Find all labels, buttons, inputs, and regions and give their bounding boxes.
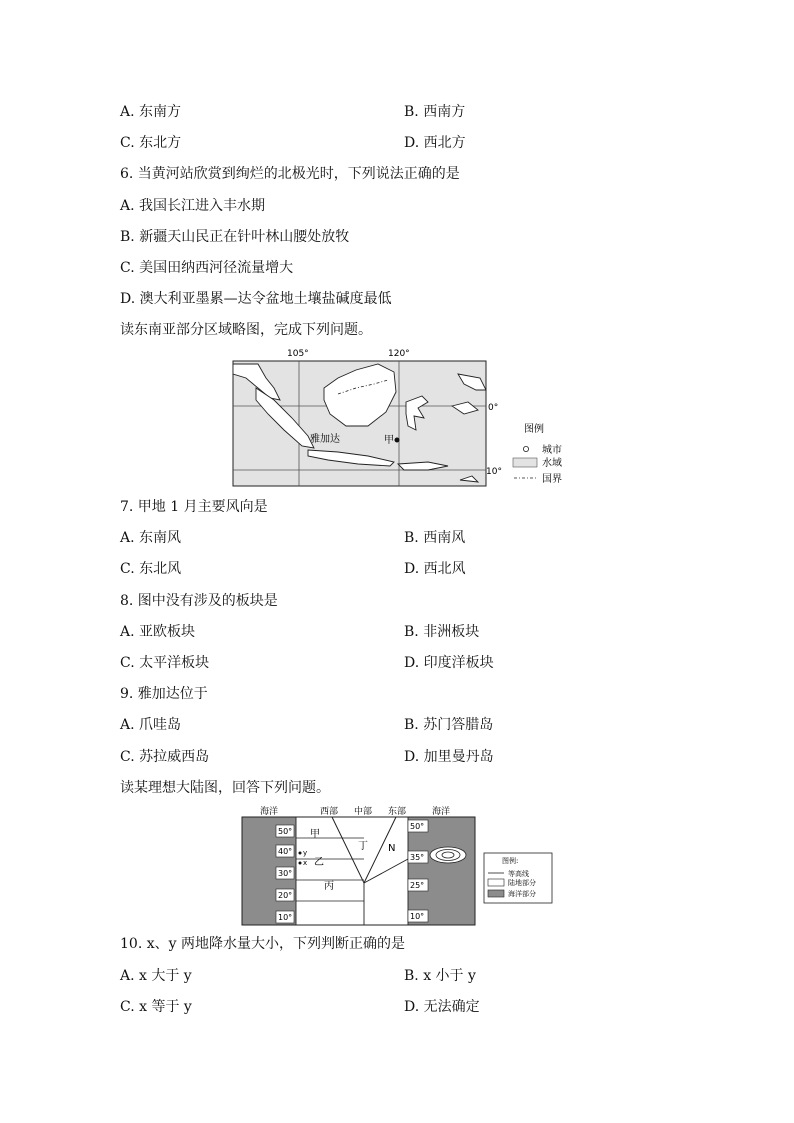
q9-option-b: B. 苏门答腊岛 [404, 717, 494, 733]
q9-option-a: A. 爪哇岛 [120, 717, 182, 733]
header-west: 西部 [320, 807, 339, 817]
west-lat-20: 20° [278, 891, 293, 900]
legend-ocean-label: 海洋部分 [508, 890, 536, 898]
region-jia: 甲 [310, 829, 320, 840]
map2-legend-title: 图例: [502, 857, 519, 865]
region-bing: 丙 [324, 881, 334, 892]
legend-border-label: 国界 [542, 474, 562, 485]
q10-option-a: A. x 大于 y [120, 968, 192, 984]
q6-option-d: D. 澳大利亚墨累—达令盆地土壤盐碱度最低 [120, 291, 392, 307]
q10-option-b: B. x 小于 y [404, 968, 476, 984]
legend-city-label: 城市 [542, 445, 562, 456]
q9-option-c: C. 苏拉威西岛 [120, 749, 210, 765]
q9-option-d: D. 加里曼丹岛 [404, 749, 494, 765]
q6-stem: 6. 当黄河站欣赏到绚烂的北极光时，下列说法正确的是 [120, 166, 460, 182]
point-jia-label: 甲 [384, 435, 394, 446]
intro-southeast-asia: 读东南亚部分区域略图，完成下列问题。 [120, 322, 372, 338]
west-lat-50: 50° [278, 827, 293, 836]
q8-option-b: B. 非洲板块 [404, 624, 480, 640]
southeast-asia-map [228, 344, 573, 490]
west-lat-10: 10° [278, 913, 293, 922]
q6-option-c: C. 美国田纳西河径流量增大 [120, 260, 294, 276]
q8-option-d: D. 印度洋板块 [404, 655, 494, 671]
header-middle: 中部 [354, 807, 373, 817]
q10-stem: 10. x、y 两地降水量大小，下列判断正确的是 [120, 936, 405, 952]
intro-ideal-continent: 读某理想大陆图，回答下列问题。 [120, 780, 330, 796]
jakarta-label: 雅加达 [310, 434, 340, 445]
legend-ocean-icon [488, 890, 504, 897]
map1-legend-title: 图例 [524, 424, 544, 435]
legend-city-icon [523, 446, 528, 451]
point-jia-marker [395, 438, 400, 443]
q7-stem: 7. 甲地 1 月主要风向是 [120, 499, 268, 515]
header-ocean-west: 海洋 [260, 807, 279, 817]
q7-option-b: B. 西南风 [404, 530, 466, 546]
east-lat-50: 50° [410, 822, 425, 831]
q8-stem: 8. 图中没有涉及的板块是 [120, 593, 278, 609]
q5-option-c: C. 东北方 [120, 135, 182, 151]
point-y-label: y [303, 849, 308, 857]
q9-stem: 9. 雅加达位于 [120, 686, 208, 702]
lat-0-label: 0° [488, 403, 499, 413]
q10-option-d: D. 无法确定 [404, 999, 480, 1015]
q7-option-d: D. 西北风 [404, 561, 466, 577]
q6-option-b: B. 新疆天山民正在针叶林山腰处放牧 [120, 229, 350, 245]
west-lat-30: 30° [278, 869, 293, 878]
q10-option-c: C. x 等于 y [120, 999, 192, 1015]
point-x-label: x [303, 859, 308, 867]
west-lat-40: 40° [278, 847, 293, 856]
ideal-continent-map [240, 803, 556, 927]
east-lat-35: 35° [410, 853, 425, 862]
island-contour-inner [442, 852, 454, 858]
point-y-marker [299, 852, 302, 855]
lat-10-label: 10° [486, 467, 502, 477]
q8-option-c: C. 太平洋板块 [120, 655, 210, 671]
q8-option-a: A. 亚欧板块 [120, 624, 196, 640]
header-ocean-east: 海洋 [432, 807, 451, 817]
q5-option-a: A. 东南方 [120, 104, 182, 120]
q6-option-a: A. 我国长江进入丰水期 [120, 198, 266, 214]
region-ding: 丁 [358, 841, 368, 852]
lon-105-label: 105° [287, 349, 309, 359]
q5-option-b: B. 西南方 [404, 104, 466, 120]
region-yi: 乙 [314, 857, 324, 868]
lon-120-label: 120° [388, 349, 410, 359]
east-lat-25: 25° [410, 881, 425, 890]
legend-contour-label: 等高线 [508, 870, 529, 878]
legend-water-label: 水域 [542, 458, 562, 469]
q7-option-a: A. 东南风 [120, 530, 182, 546]
header-east: 东部 [388, 807, 407, 817]
east-lat-10: 10° [410, 912, 425, 921]
q5-option-d: D. 西北方 [404, 135, 466, 151]
point-x-marker [299, 862, 302, 865]
legend-land-icon [488, 879, 504, 886]
legend-land-label: 陆地部分 [508, 879, 536, 887]
q7-option-c: C. 东北风 [120, 561, 182, 577]
region-n: N [388, 843, 396, 854]
legend-water-icon [513, 458, 537, 467]
